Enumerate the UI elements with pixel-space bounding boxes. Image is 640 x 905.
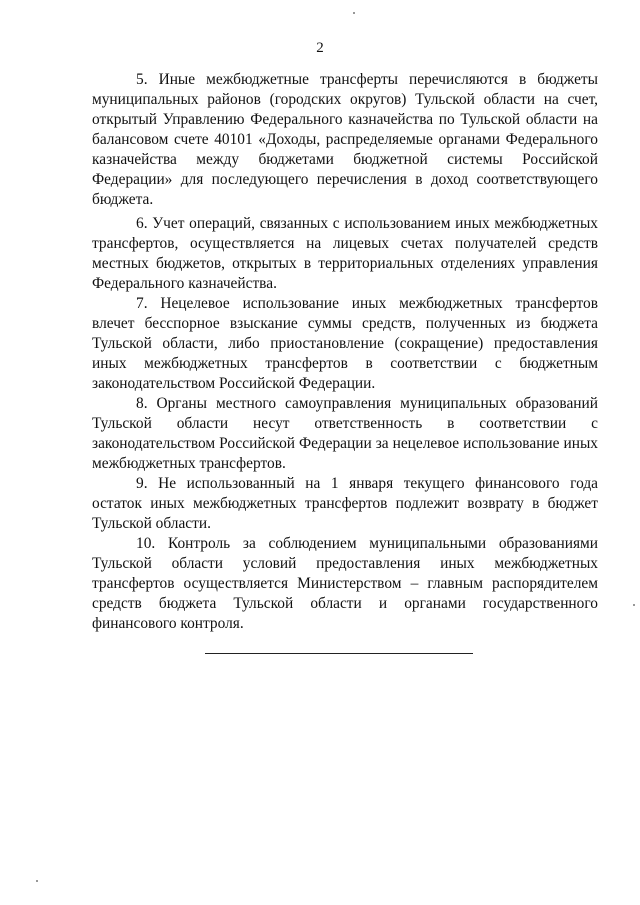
paragraph-8: 8. Органы местного самоуправления муниципальных образований Тульской области несут ответственность в соответствии с законодательством Российской Федерации за нецелевое использование иных межбюджетных трансфертов.: [92, 395, 598, 472]
scan-speck: [353, 12, 355, 14]
scan-speck: [36, 880, 38, 882]
paragraph-6: 6. Учет операций, связанных с использованием иных межбюджетных трансфертов, осуществляется на лицевых счетах получателей средств местных бюджетов, открытых в территориальных отделениях управления Федерального казначейства.: [92, 215, 598, 292]
scan-speck: [633, 604, 635, 606]
page-number: 2: [316, 40, 324, 56]
document-body: [92, 70, 598, 634]
closing-separator-line: [205, 653, 473, 654]
paragraph-9: 9. Не использованный на 1 января текущего финансового года остаток иных межбюджетных трансфертов подлежит возврату в бюджет Тульской области.: [92, 475, 598, 532]
paragraph-10: 10. Контроль за соблюдением муниципальными образованиями Тульской области условий предоставления иных межбюджетных трансфертов осуществляется Министерством – главным распорядителем средств бюджета Тульской области и органами государственного финансового контроля.: [92, 535, 598, 632]
paragraph-5: 5. Иные межбюджетные трансферты перечисляются в бюджеты муниципальных районов (городских округов) Тульской области на счет, открытый Управлению Федерального казначейства по Тульской области на балансовом счете 40101 «Доходы, распределяемые органами Федерального казначейства между бюджетами бюджетной системы Российской Федерации» для последующего перечисления в доход соответствующего бюджета.: [92, 71, 598, 208]
paragraph-7: 7. Нецелевое использование иных межбюджетных трансфертов влечет бесспорное взыскание суммы средств, полученных из бюджета Тульской области, либо приостановление (сокращение) предоставления иных межбюджетных трансфертов в соответствии с бюджетным законодательством Российской Федерации.: [92, 295, 598, 392]
